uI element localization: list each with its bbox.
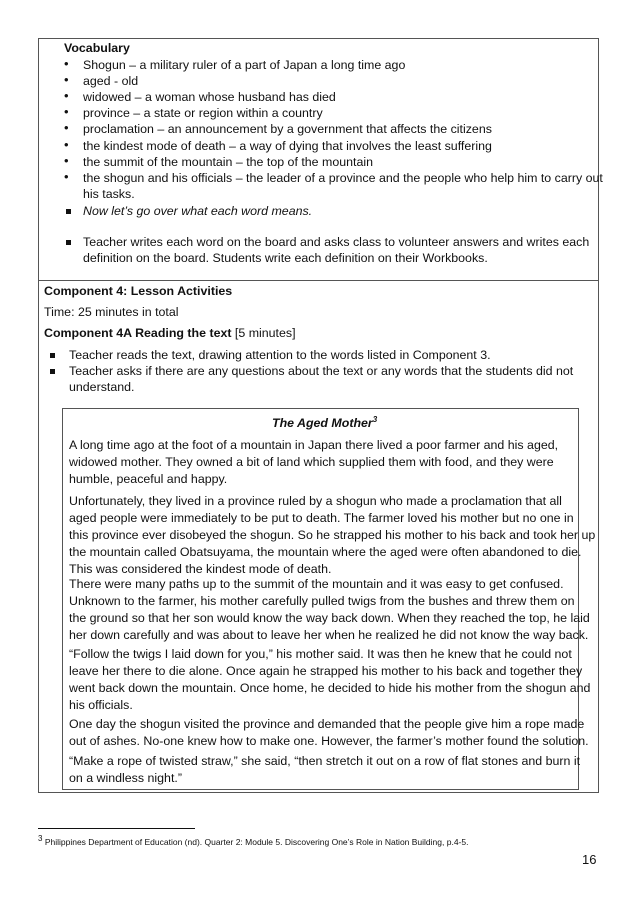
story-line: out of ashes. No-one knew how to make one. However, the farmer’s mother found the solution. <box>69 734 589 748</box>
story-line: A long time ago at the foot of a mountain in Japan there lived a poor farmer and his aged, <box>69 438 559 452</box>
vocab-item: the shogun and his officials – the leader of a province and the people who help him to carry out <box>83 171 603 185</box>
story-paragraph <box>69 753 581 787</box>
vocab-item: proclamation – an announcement by a government that affects the citizens <box>83 122 492 136</box>
footnote-ref: 3 <box>372 414 378 424</box>
vocabulary-heading: Vocabulary <box>64 41 130 55</box>
vocab-item: widowed – a woman whose husband has died <box>83 90 336 104</box>
vocab-item: the summit of the mountain – the top of the mountain <box>83 155 373 169</box>
page-number: 16 <box>582 852 597 867</box>
footnote <box>38 834 468 850</box>
story-line: There were many paths up to the summit of the mountain and it was easy to get confused. <box>69 577 564 591</box>
instruction-text: Now let’s go over what each word means. <box>83 204 313 218</box>
story-paragraph <box>69 576 590 644</box>
story-line: “Follow the twigs I laid down for you,” his mother said. It was then he knew that he could not <box>69 647 572 661</box>
square-bullet-icon <box>66 209 71 214</box>
bullet-icon: • <box>64 72 69 87</box>
vocab-item: Shogun – a military ruler of a part of Japan a long time ago <box>83 58 406 72</box>
story-paragraph <box>69 646 591 714</box>
vocab-item: province – a state or region within a country <box>83 106 323 120</box>
story-title-text: The Aged Mother <box>272 416 373 430</box>
story-line: on a windless night.” <box>69 771 182 785</box>
story-line: Unknown to the farmer, his mother carefully pulled twigs from the bushes and threw them on <box>69 594 575 608</box>
story-line: humble, peaceful and happy. <box>69 472 228 486</box>
story-line: this province ever disobeyed the shogun. So he strapped his mother to his back and took her up <box>69 528 596 542</box>
story-paragraph <box>69 493 596 578</box>
footnote-separator <box>38 828 195 829</box>
story-line: the mountain called Obatsuyama, the mountain where the aged were often abandoned to die. <box>69 545 582 559</box>
instruction-text: Teacher writes each word on the board and asks class to volunteer answers and writes each <box>83 235 590 249</box>
bullet-icon: • <box>64 137 69 152</box>
bullet-icon: • <box>64 88 69 103</box>
bullet-icon: • <box>64 56 69 71</box>
square-bullet-icon <box>66 240 71 245</box>
story-line: “Make a rope of twisted straw,” she said, “then stretch it out on a row of flat stones and burn it <box>69 754 581 768</box>
story-paragraph <box>69 437 575 488</box>
vocab-item-continued: his tasks. <box>83 187 135 201</box>
bullet-icon: • <box>64 153 69 168</box>
component4-heading: Component 4: Lesson Activities <box>44 284 233 298</box>
story-line: leave her there to die alone. Once again he strapped his mother to his back and together they <box>69 664 583 678</box>
bullet-icon: • <box>64 104 69 119</box>
time-text: Time: 25 minutes in total <box>44 305 179 319</box>
story-title <box>272 415 377 431</box>
story-line: her down carefully and was about to leave her when he realized he did not know the way back. <box>69 628 589 642</box>
story-line: Unfortunately, they lived in a province ruled by a shogun who made a proclamation that all <box>69 494 562 508</box>
footnote-marker: 3 <box>38 834 43 844</box>
activity-bullet: Teacher reads the text, drawing attention to the words listed in Component 3. <box>69 348 491 362</box>
vocab-item: the kindest mode of death – a way of dying that involves the least suffering <box>83 139 492 153</box>
story-line: This was considered the kindest mode of death. <box>69 562 332 576</box>
story-line: aged people were immediately to be put to death. The farmer loved his mother but no one in <box>69 511 574 525</box>
component4a-heading-bold: Component 4A Reading the text <box>44 326 232 340</box>
story-line: One day the shogun visited the province and demanded that the people give him a rope made <box>69 717 585 731</box>
bullet-icon: • <box>64 120 69 135</box>
bullet-icon: • <box>64 169 69 184</box>
story-line: went back down the mountain. Once home, he decided to hide his mother from the shogun and <box>69 681 591 695</box>
vocab-item: aged - old <box>83 74 139 88</box>
footnote-text: Philippines Department of Education (nd). Quarter 2: Module 5. Discovering One’s Role in Nation Building, p.4-5. <box>42 837 469 847</box>
instruction-text: definition on the board. Students write each definition on their Workbooks. <box>83 251 488 265</box>
component4a-heading <box>44 325 296 341</box>
square-bullet-icon <box>50 369 55 374</box>
story-line: his officials. <box>69 698 133 712</box>
component4a-heading-duration: [5 minutes] <box>231 326 296 340</box>
story-paragraph <box>69 716 589 750</box>
activity-bullet-continued: understand. <box>69 380 135 394</box>
activity-bullet: Teacher asks if there are any questions about the text or any words that the students did not <box>69 364 574 378</box>
story-line: the ground so that her son would know the way back down. When they reached the top, he laid <box>69 611 590 625</box>
story-line: widowed mother. They owned a bit of land which supplied them with food, and they were <box>69 455 554 469</box>
square-bullet-icon <box>50 353 55 358</box>
